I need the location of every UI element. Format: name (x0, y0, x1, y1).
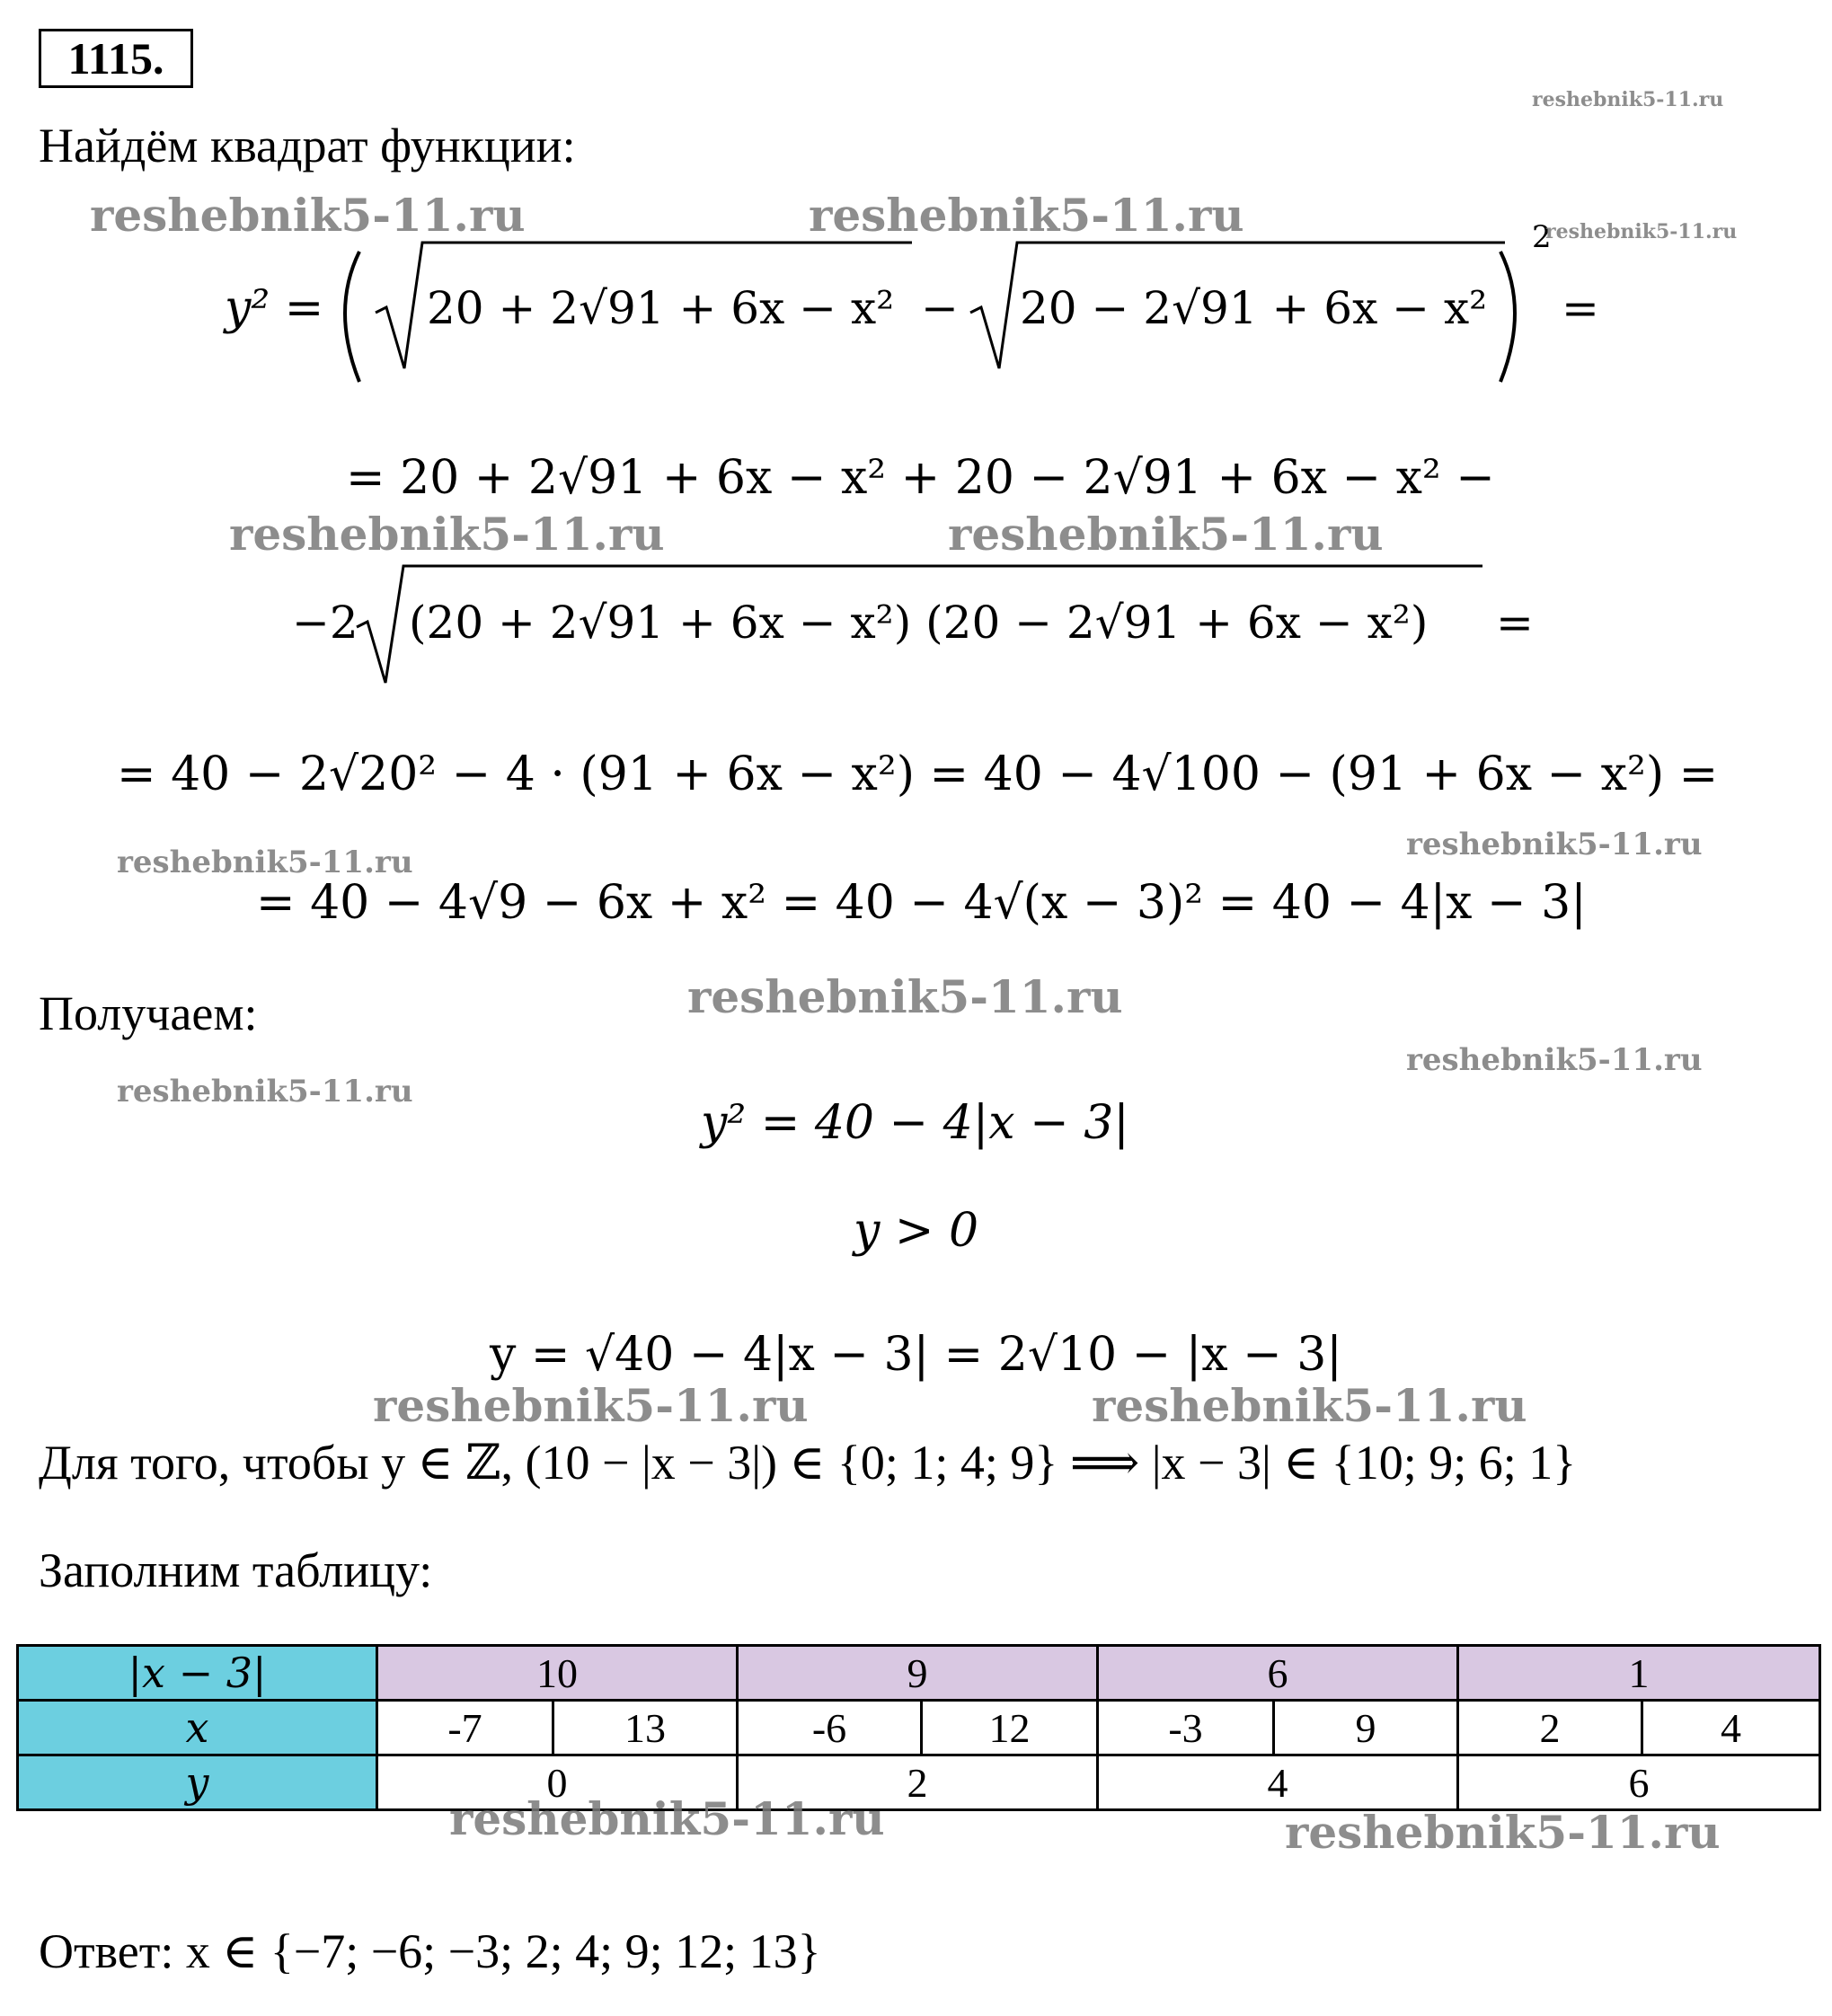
watermark: reshebnik5-11.ru (1092, 1379, 1527, 1432)
abs-value-cell: 9 (738, 1646, 1098, 1701)
equation-6: y² = 40 − 4|x − 3| (701, 1096, 1129, 1150)
watermark: reshebnik5-11.ru (1545, 220, 1738, 243)
watermark: reshebnik5-11.ru (90, 189, 526, 242)
condition-text: Для того, чтобы y ∈ ℤ, (10 − |x − 3|) ∈ {0; 1; 4; 9} ⟹ |x − 3| ∈ {10; 9; 6; 1} (39, 1436, 1577, 1490)
watermark: reshebnik5-11.ru (948, 508, 1384, 561)
watermark: reshebnik5-11.ru (687, 970, 1123, 1023)
watermark: reshebnik5-11.ru (809, 189, 1244, 242)
x-value-cell: -3 (1098, 1701, 1274, 1755)
eq1-lhs: y² = (225, 281, 324, 335)
table-row (18, 1755, 1820, 1810)
eq1-exponent: 2 (1532, 219, 1552, 255)
table-row (18, 1701, 1820, 1755)
eq1-close-paren (1500, 252, 1515, 382)
eq1-minus: − (921, 282, 959, 334)
x-value-cell: -6 (738, 1701, 922, 1755)
eq1-rad-a: 20 + 2√91 + 6x − x² (427, 282, 895, 334)
answer-text: Ответ: x ∈ {−7; −6; −3; 2; 4; 9; 12; 13} (39, 1924, 821, 1978)
equation-4: = 40 − 2√20² − 4 · (91 + 6x − x²) = 40 − 4√100 − (91 + 6x − x²) = (117, 747, 1719, 801)
watermark: reshebnik5-11.ru (373, 1379, 809, 1432)
abs-value-cell: 1 (1458, 1646, 1820, 1701)
row-header-x: x (18, 1701, 377, 1755)
x-value-cell: 9 (1274, 1701, 1458, 1755)
result-label: Получаем: (39, 986, 258, 1040)
watermark: reshebnik5-11.ru (229, 508, 665, 561)
eq3-lead: −2 (292, 597, 358, 649)
x-value-cell: 13 (553, 1701, 738, 1755)
equation-8: y = √40 − 4|x − 3| = 2√10 − |x − 3| (490, 1328, 1342, 1382)
y-value-cell: 2 (738, 1755, 1098, 1810)
watermark: reshebnik5-11.ru (1285, 1806, 1721, 1859)
y-value-cell: 4 (1098, 1755, 1458, 1810)
x-value-cell: 12 (922, 1701, 1098, 1755)
values-table (16, 1644, 1821, 1811)
y-value-cell: 0 (377, 1755, 738, 1810)
watermark: reshebnik5-11.ru (449, 1792, 885, 1845)
row-header-abs: |x − 3| (18, 1646, 377, 1701)
x-value-cell: -7 (377, 1701, 553, 1755)
eq1-equals: = (1562, 282, 1599, 334)
abs-value-cell: 6 (1098, 1646, 1458, 1701)
eq3-inner: (20 + 2√91 + 6x − x²) (20 − 2√91 + 6x − x²) (409, 597, 1429, 649)
equation-5: = 40 − 4√9 − 6x + x² = 40 − 4√(x − 3)² = 40 − 4|x − 3| (256, 876, 1587, 930)
equation-3 (292, 557, 1550, 692)
y-value-cell: 6 (1458, 1755, 1820, 1810)
x-value-cell: 4 (1642, 1701, 1820, 1755)
watermark: reshebnik5-11.ru (117, 844, 413, 880)
eq1-rad-b: 20 − 2√91 + 6x − x² (1020, 282, 1488, 334)
abs-value-cell: 10 (377, 1646, 738, 1701)
x-value-cell: 2 (1458, 1701, 1642, 1755)
equation-7: y > 0 (854, 1204, 979, 1258)
problem-number: 1115. (39, 29, 193, 88)
eq1-open-paren (345, 252, 359, 382)
watermark: reshebnik5-11.ru (1406, 1042, 1703, 1078)
watermark: reshebnik5-11.ru (117, 1074, 413, 1110)
eq3-equals: = (1496, 597, 1534, 649)
equation-1 (225, 219, 1626, 395)
row-header-y: y (18, 1755, 377, 1810)
watermark: reshebnik5-11.ru (1406, 827, 1703, 862)
table-intro: Заполним таблицу: (39, 1543, 433, 1597)
table-row (18, 1646, 1820, 1701)
intro-text: Найдём квадрат функции: (39, 119, 576, 172)
equation-2: = 20 + 2√91 + 6x − x² + 20 − 2√91 + 6x − x² − (346, 451, 1495, 505)
watermark: reshebnik5-11.ru (1532, 88, 1724, 111)
